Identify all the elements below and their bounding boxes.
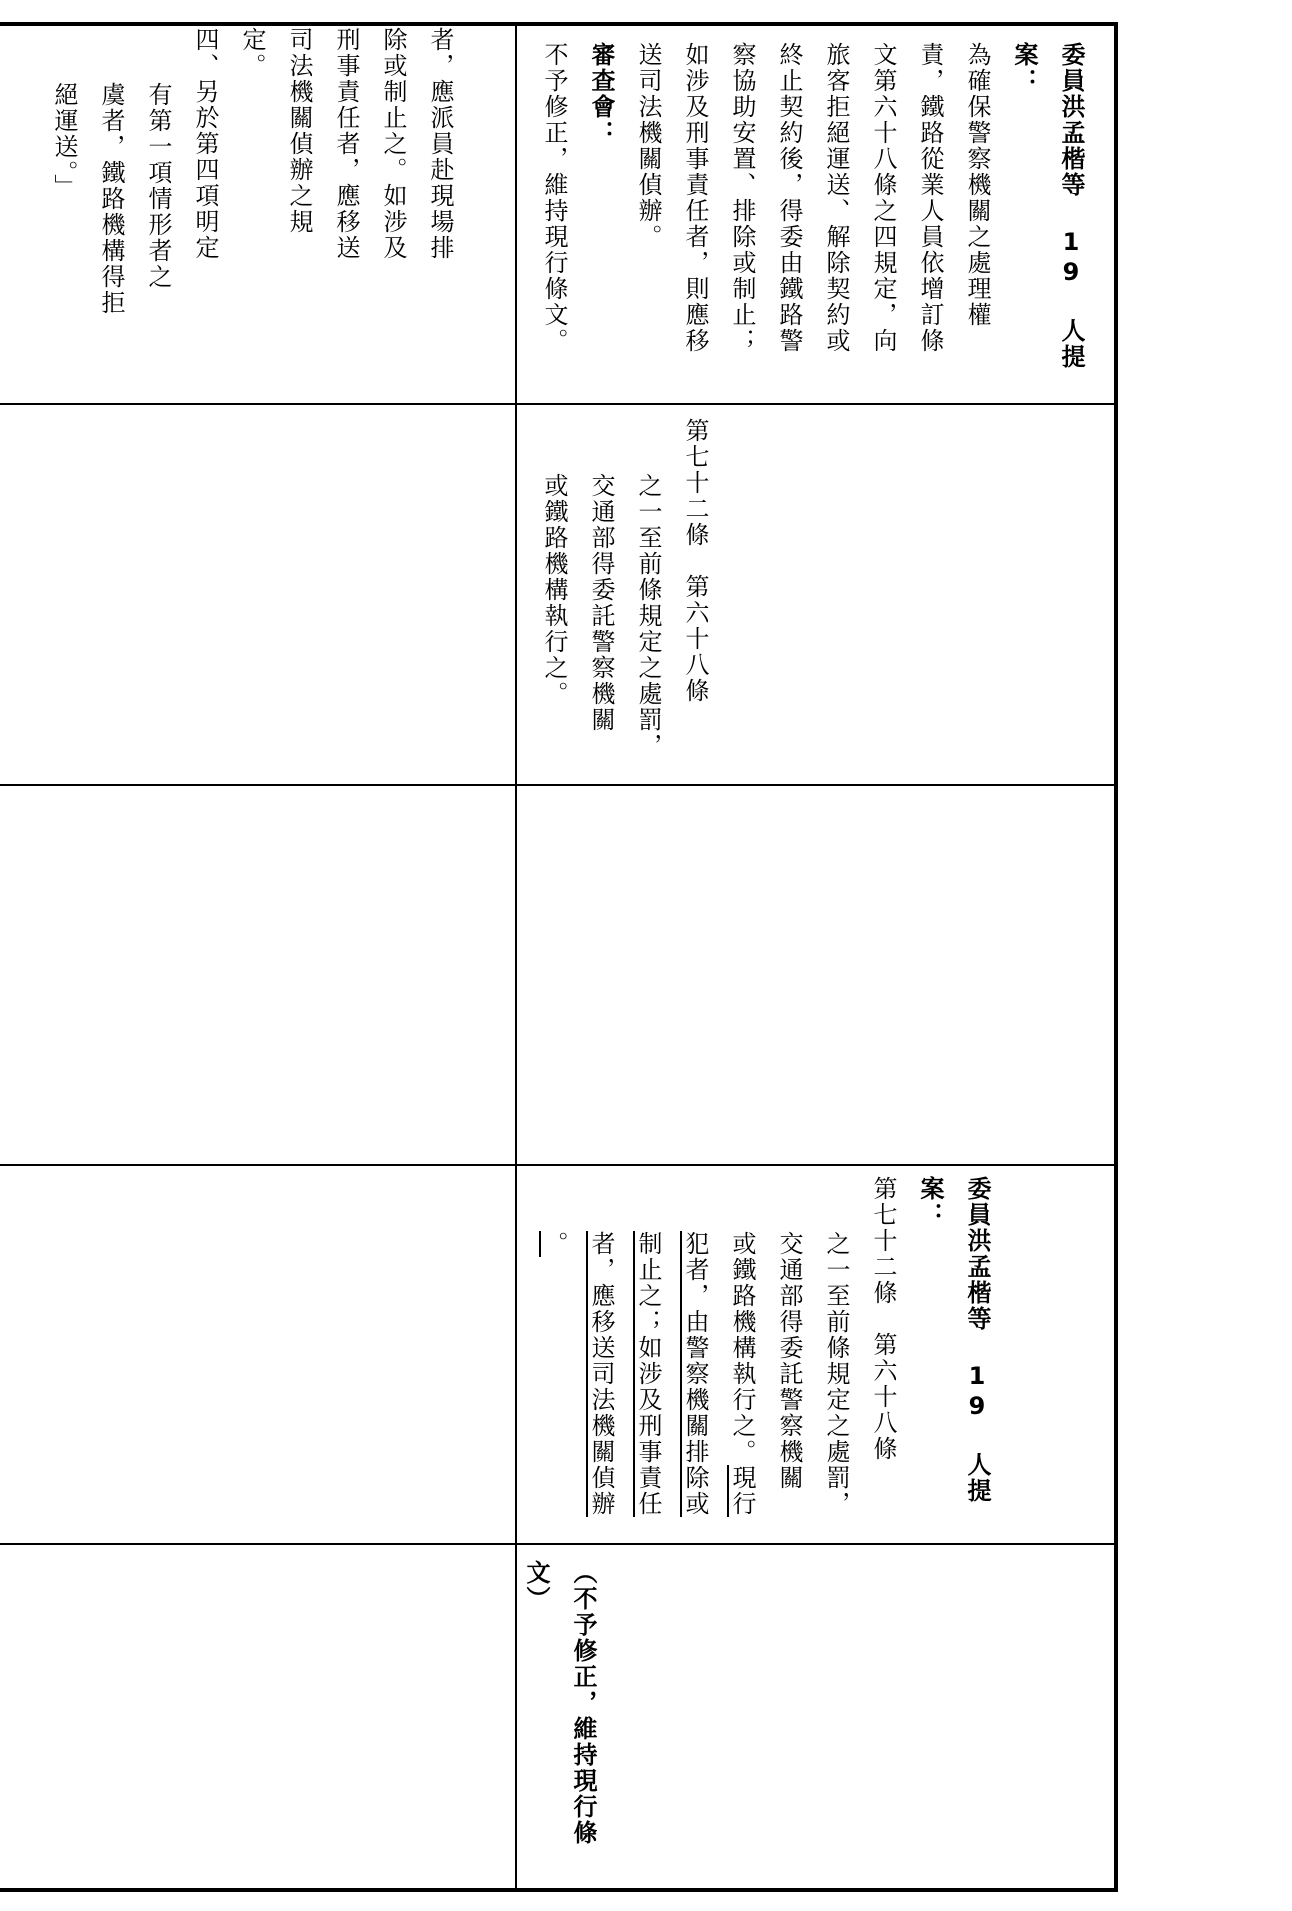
text-line: 除或制止之。如涉及 — [379, 27, 407, 261]
text-line: 如涉及刑事責任者，則應移 — [681, 42, 709, 354]
text-line: 有第一項情形者之 — [144, 82, 172, 290]
text-line: 察協助安置、排除或制止； — [728, 42, 756, 354]
added-text: 者，應移送司法機關偵辦 — [587, 1231, 615, 1517]
row-divider-2 — [0, 784, 1116, 786]
text-line: 或鐵路機構執行之。 — [540, 473, 568, 707]
cell-row1-left — [40, 24, 510, 402]
text-line: 第七十二條 第六十八條 — [681, 418, 709, 704]
text-line: 文第六十八條之四規定，向 — [869, 42, 897, 354]
text-line: 為確保警察機關之處理權 — [963, 42, 991, 328]
text-line: 者，應派員赴現場排 — [426, 27, 454, 261]
text-segment: 或鐵路機構執行之。 — [728, 1231, 756, 1465]
proposal-heading: 委員洪孟楷等 19 人提案： — [1010, 42, 1085, 370]
text-line: 送司法機關偵辦。 — [634, 42, 662, 250]
text-line: 虞者，鐵路機構得拒 — [97, 82, 125, 316]
text-line: 四、另於第四項明定 — [191, 27, 219, 261]
row-divider-3 — [0, 1164, 1116, 1166]
cell-row4-right — [530, 1176, 1110, 1540]
added-text: 現行 — [728, 1465, 756, 1517]
table-bottom-border — [0, 1888, 1118, 1892]
text-line: 交通部得委託警察機關 — [587, 473, 615, 733]
review-heading: 審查會： — [587, 42, 615, 146]
review-text: 不予修正，維持現行條文。 — [540, 42, 568, 354]
text-line: 刑事責任者，應移送 — [332, 27, 360, 261]
no-amendment-note: （不予修正，維持現行條文） — [522, 1560, 597, 1846]
text-line: 之一至前條規定之處罰， — [822, 1231, 850, 1517]
proposal-text — [530, 42, 1094, 402]
table-right-border — [1114, 22, 1118, 1892]
text-line: 定。 — [238, 27, 266, 79]
text-line: 交通部得委託警察機關 — [775, 1231, 803, 1491]
row-divider-4 — [0, 1543, 1116, 1545]
text-line: 第七十二條 第六十八條 — [869, 1176, 897, 1462]
cell-row5-left — [512, 1560, 597, 1880]
added-text: 犯者，由警察機關排除或 — [681, 1231, 709, 1517]
text-line: 之一至前條規定之處罰， — [634, 473, 662, 759]
text-line: 絕運送。」 — [50, 82, 78, 200]
text-line: 終止契約後，得委由鐵路警 — [775, 42, 803, 354]
text-line: 責，鐵路從業人員依增訂條 — [916, 42, 944, 354]
explanation-text — [40, 27, 463, 402]
current-article-text — [530, 418, 718, 778]
amendment-text — [530, 1176, 1000, 1540]
cell-row2-right — [530, 418, 1110, 778]
text-line: 。 — [540, 1231, 568, 1257]
text-line — [718, 1176, 765, 1540]
text-line: 旅客拒絕運送、解除契約或 — [822, 42, 850, 354]
cell-row1-right — [530, 24, 1110, 402]
proposal-heading: 委員洪孟楷等 19 人提案： — [916, 1176, 991, 1504]
row-divider-1 — [0, 403, 1116, 405]
added-text: 制止之；如涉及刑事責任 — [634, 1231, 662, 1517]
text-line: 司法機關偵辦之規 — [285, 27, 313, 235]
